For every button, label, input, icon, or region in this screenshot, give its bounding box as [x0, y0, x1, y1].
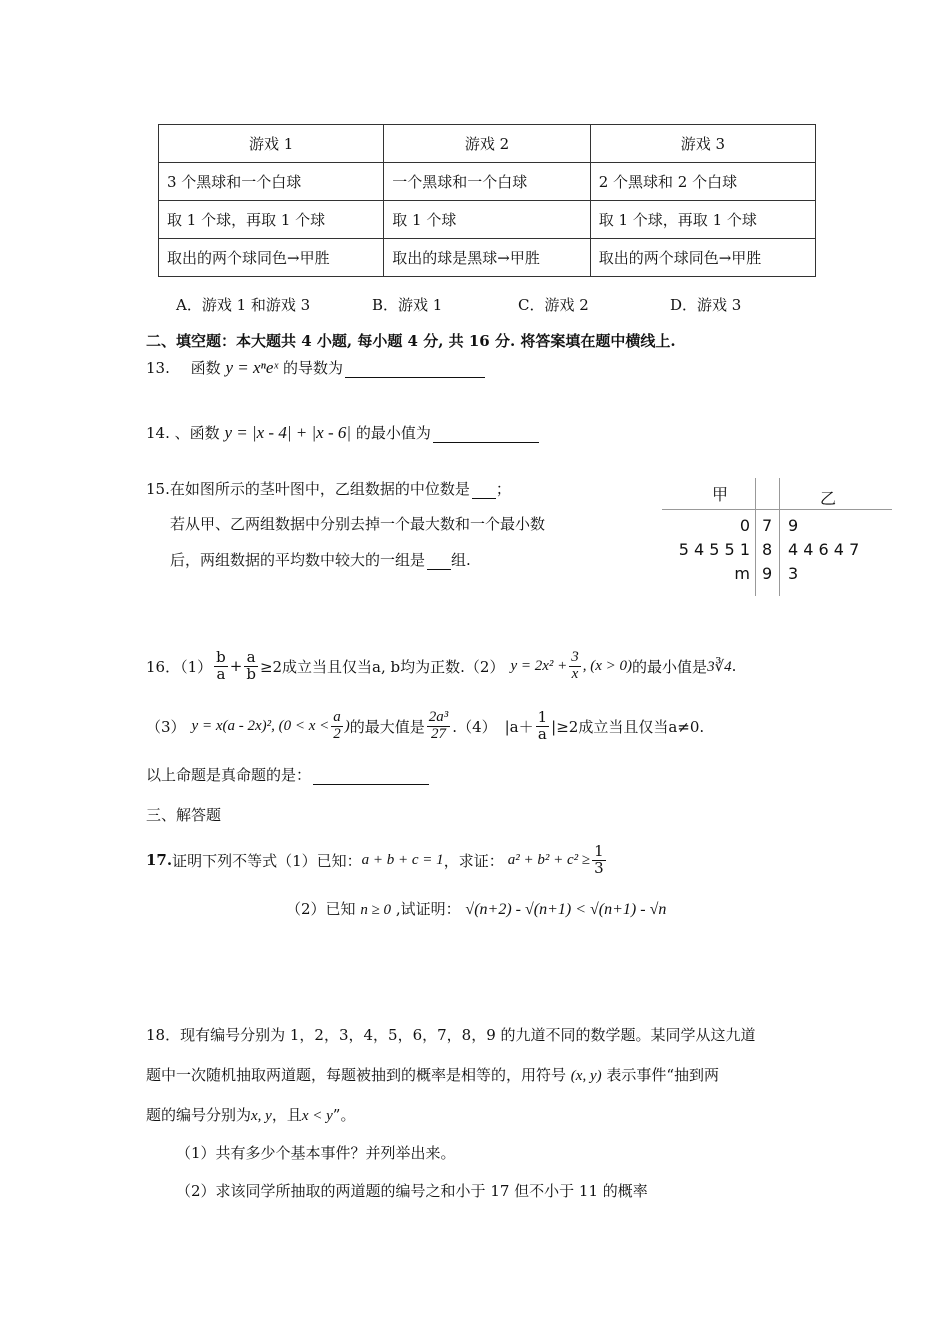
question-13	[146, 357, 485, 378]
formula: |a＋	[504, 717, 534, 736]
question-text: 15.在如图所示的茎叶图中，乙组数据的中位数是	[146, 480, 470, 498]
option-b: B．游戏 1	[372, 296, 443, 314]
table-header-cell: 游戏 2	[384, 125, 590, 163]
question-text: 的导数为	[282, 359, 343, 377]
answer-blank[interactable]	[313, 769, 429, 785]
numerator: a	[244, 650, 258, 667]
question-17-line1	[146, 838, 608, 882]
divider	[662, 509, 892, 510]
question-number: 17.	[146, 851, 173, 869]
option-d: D．游戏 3	[670, 296, 742, 314]
question-number: 14.	[146, 424, 170, 442]
question-text: ；	[495, 480, 511, 498]
question-18-line3	[146, 1104, 355, 1125]
formula: n ≥ 0	[360, 902, 392, 918]
formula: y = xⁿeˣ	[225, 358, 279, 377]
games-table	[158, 124, 816, 277]
numerator: a	[333, 708, 341, 725]
table-cell: 取 1 个球	[384, 201, 590, 239]
question-text: 以上命题是真命题的是：	[146, 766, 312, 784]
formula: y = |x - 4| + |x - 6|	[224, 423, 352, 442]
question-text: 的最小值为	[355, 424, 431, 442]
question-text: （2）已知	[286, 900, 356, 918]
table-cell: 3 个黑球和一个白球	[159, 163, 384, 201]
table-row	[159, 239, 816, 277]
option-c: C．游戏 2	[518, 296, 589, 314]
question-text: .	[731, 657, 737, 675]
divider	[755, 478, 756, 596]
formula: a + b + c = 1	[361, 851, 444, 868]
question-text: 题中一次随机抽取两道题，每题被抽到的概率是相等的，用符号	[146, 1066, 567, 1084]
stem-leaf-left: 0	[739, 516, 750, 535]
denominator: b	[246, 664, 256, 683]
table-cell: 取出的球是黑球→甲胜	[384, 239, 590, 277]
denominator: 2	[333, 725, 341, 742]
formula: , (x > 0)	[582, 657, 633, 674]
numerator: 1	[537, 707, 548, 726]
question-15-line2: 若从甲、乙两组数据中分别去掉一个最大数和一个最小数	[170, 515, 546, 533]
denominator: 27	[431, 725, 447, 742]
question-text: 组.	[451, 551, 471, 569]
table-cell: 取 1 个球，再取 1 个球	[159, 201, 384, 239]
option-a: A．游戏 1 和游戏 3	[176, 296, 311, 314]
stem-leaf-right: 3	[788, 564, 799, 583]
fraction	[536, 707, 550, 743]
question-17-line2	[286, 898, 666, 919]
formula: a² + b² + c² ≥	[507, 851, 591, 868]
table-cell: 取 1 个球，再取 1 个球	[590, 201, 815, 239]
question-14	[146, 422, 539, 443]
formula: y = x(a - 2x)², (0 < x <	[191, 717, 330, 734]
stem-leaf-left: 5 4 5 5 1	[678, 540, 750, 559]
fraction	[569, 650, 581, 683]
formula: y = 2x² +	[510, 657, 568, 674]
section-heading-solutions: 三、解答题	[146, 806, 222, 824]
stem-leaf-stem: 9	[762, 564, 773, 583]
question-text: ，且	[271, 1106, 302, 1124]
numerator: b	[216, 647, 226, 666]
table-header-cell: 游戏 1	[159, 125, 384, 163]
question-text: 后，两组数据的平均数中较大的一组是	[170, 551, 426, 569]
table-cell: 取出的两个球同色→甲胜	[159, 239, 384, 277]
fraction	[214, 647, 228, 683]
question-18-sub2: （2）求该同学所抽取的两道题的编号之和小于 17 但不小于 11 的概率	[176, 1182, 648, 1200]
table-header-row	[159, 125, 816, 163]
formula: 3∛4	[707, 658, 732, 675]
stem-leaf-stem: 8	[762, 540, 773, 559]
table-row	[159, 201, 816, 239]
answer-blank[interactable]	[433, 427, 539, 443]
question-text: |≥2成立当且仅当a≠0.	[551, 717, 705, 736]
table-cell: 取出的两个球同色→甲胜	[590, 239, 815, 277]
question-text: 题的编号分别为	[146, 1106, 252, 1124]
question-text: 的最小值是	[632, 657, 708, 676]
fraction	[244, 647, 258, 683]
question-text: 、函数	[174, 424, 220, 442]
fraction	[331, 710, 343, 743]
question-18-sub1: （1）共有多少个基本事件？并列举出来。	[176, 1144, 456, 1162]
answer-blank[interactable]	[472, 483, 496, 499]
numerator: 3	[571, 648, 579, 665]
fraction	[427, 710, 451, 743]
stem-leaf-plot	[662, 478, 892, 596]
formula: √(n+2) - √(n+1) < √(n+1) - √n	[465, 901, 667, 918]
question-number: 16．（1）	[146, 657, 213, 676]
section-heading-fill-in: 二、填空题：本大题共 4 小题, 每小题 4 分, 共 16 分. 将答案填在题中横线上.	[146, 332, 676, 350]
question-text: 表示事件“抽到两	[606, 1066, 720, 1084]
question-16-line2	[146, 704, 704, 748]
formula: x < y	[301, 1108, 333, 1124]
stem-leaf-header-right: 乙	[820, 489, 837, 508]
question-text: .（4）	[452, 717, 497, 736]
table-cell: 2 个黑球和 2 个白球	[590, 163, 815, 201]
stem-leaf-stem: 7	[762, 516, 773, 535]
answer-blank[interactable]	[345, 362, 485, 378]
question-18-line1: 18．现有编号分别为 1，2，3，4，5，6，7，8，9 的九道不同的数学题。某同学从这九道	[146, 1026, 756, 1044]
table-header-cell: 游戏 3	[590, 125, 815, 163]
stem-leaf-right: 4 4 6 4 7	[788, 540, 860, 559]
answer-blank[interactable]	[427, 554, 451, 570]
question-text: ，求证：	[443, 851, 504, 870]
question-number: 13.	[146, 359, 170, 377]
denominator: x	[571, 665, 579, 682]
divider	[779, 478, 780, 596]
formula: x, y	[251, 1108, 272, 1124]
numerator: 2a³	[428, 708, 449, 725]
numerator: 1	[594, 841, 604, 860]
table-row	[159, 163, 816, 201]
question-text: 的最大值是	[349, 717, 425, 736]
question-15-line1	[146, 478, 511, 499]
question-text: 证明下列不等式（1）已知：	[172, 851, 362, 870]
operator: +	[229, 657, 243, 675]
fraction	[592, 841, 606, 877]
question-number: （3）	[146, 717, 186, 736]
stem-leaf-header-left: 甲	[712, 485, 729, 504]
stem-leaf-left: m	[734, 564, 750, 583]
formula: )	[344, 717, 350, 734]
question-16-conclusion	[146, 764, 429, 785]
formula: (x, y)	[570, 1068, 602, 1084]
question-text: ”。	[332, 1106, 356, 1124]
table-cell: 一个黑球和一个白球	[384, 163, 590, 201]
question-text: 函数	[190, 359, 221, 377]
question-16-line1	[146, 644, 736, 688]
denominator: 3	[594, 858, 604, 877]
denominator: a	[537, 724, 547, 743]
question-18-line2	[146, 1064, 719, 1085]
question-15-line3	[170, 549, 471, 570]
denominator: a	[216, 664, 226, 683]
stem-leaf-right: 9	[788, 516, 799, 535]
question-text: ≥2成立当且仅当a, b均为正数.（2）	[259, 657, 505, 676]
question-text: ,试证明：	[395, 900, 461, 918]
